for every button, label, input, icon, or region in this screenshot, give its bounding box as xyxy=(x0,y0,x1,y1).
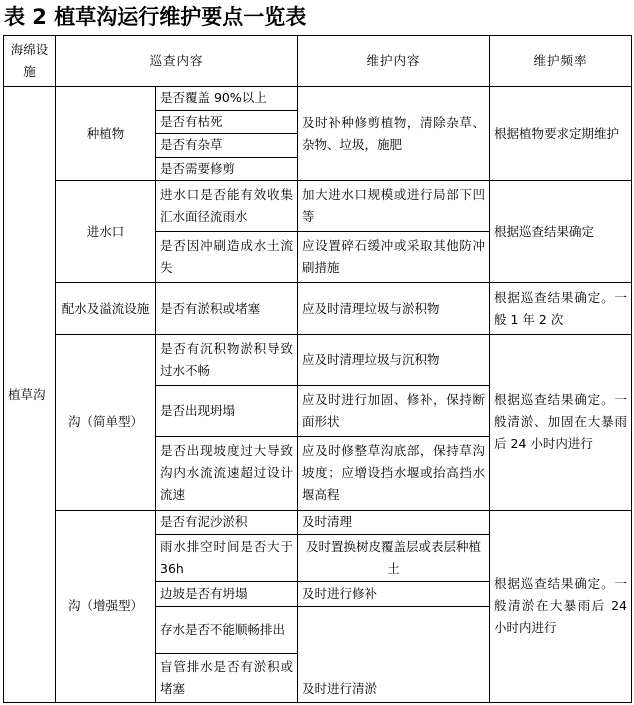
inlet-item-1: 进水口是否能有效收集汇水面径流雨水 xyxy=(156,181,298,232)
simple-maintenance-3: 应及时修整草沟底部，保持草沟坡度；应增设挡水堰或抬高挡水堰高程 xyxy=(298,436,490,510)
inlet-item-2: 是否因冲刷造成水土流失 xyxy=(156,232,298,283)
enhanced-maintenance-2: 及时置换树皮覆盖层或表层种植土 xyxy=(298,535,490,582)
planting-item-4: 是否需要修剪 xyxy=(156,157,298,181)
planting-item-1: 是否覆盖 90%以上 xyxy=(156,87,298,111)
header-row xyxy=(4,36,632,87)
planting-item-2: 是否有枯死 xyxy=(156,110,298,134)
planting-maintenance: 及时补种修剪植物，清除杂草、杂物、垃圾，施肥 xyxy=(298,87,490,181)
header-frequency: 维护频率 xyxy=(490,36,632,87)
maintenance-table xyxy=(3,35,632,703)
enhanced-maintenance-4: 及时进行清淤 xyxy=(298,606,490,702)
group-enhanced-label: 沟（增强型） xyxy=(56,510,156,702)
table-row xyxy=(4,510,632,535)
table-title: 表 2 植草沟运行维护要点一览表 xyxy=(4,5,307,29)
enhanced-item-5: 盲管排水是否有淤积或堵塞 xyxy=(156,653,298,702)
group-inlet-label: 进水口 xyxy=(56,181,156,283)
simple-item-1: 是否有沉积物淤积导致过水不畅 xyxy=(156,334,298,385)
facility-cell: 植草沟 xyxy=(4,87,56,703)
enhanced-maintenance-3: 及时进行修补 xyxy=(298,582,490,607)
simple-item-3: 是否出现坡度过大导致沟内水流流速超过设计流速 xyxy=(156,436,298,510)
inlet-maintenance-1: 加大进水口规模或进行局部下凹等 xyxy=(298,181,490,232)
group-distribution-label: 配水及溢流设施 xyxy=(56,283,156,334)
planting-frequency: 根据植物要求定期维护 xyxy=(490,87,632,181)
header-inspection: 巡查内容 xyxy=(56,36,298,87)
enhanced-frequency: 根据巡查结果确定。一般清淤在大暴雨后 24 小时内进行 xyxy=(490,510,632,702)
simple-maintenance-1: 应及时清理垃圾与沉积物 xyxy=(298,334,490,385)
table-row xyxy=(4,283,632,334)
inlet-maintenance-2: 应设置碎石缓冲或采取其他防冲刷措施 xyxy=(298,232,490,283)
table-row xyxy=(4,334,632,385)
inlet-frequency: 根据巡查结果确定 xyxy=(490,181,632,283)
table-row xyxy=(4,87,632,111)
simple-frequency: 根据巡查结果确定。一般清淤、加固在大暴雨后 24 小时内进行 xyxy=(490,334,632,510)
group-simple-label: 沟（简单型） xyxy=(56,334,156,510)
planting-item-3: 是否有杂草 xyxy=(156,134,298,158)
distribution-frequency: 根据巡查结果确定。一般 1 年 2 次 xyxy=(490,283,632,334)
enhanced-maintenance-1: 及时清理 xyxy=(298,510,490,535)
header-maintenance: 维护内容 xyxy=(298,36,490,87)
enhanced-item-4: 存水是否不能顺畅排出 xyxy=(156,606,298,653)
distribution-maintenance: 应及时清理垃圾与淤积物 xyxy=(298,283,490,334)
simple-maintenance-2: 应及时进行加固、修补，保持断面形状 xyxy=(298,385,490,436)
enhanced-item-3: 边坡是否有坍塌 xyxy=(156,582,298,607)
distribution-item-1: 是否有淤积或堵塞 xyxy=(156,283,298,334)
group-planting-label: 种植物 xyxy=(56,87,156,181)
simple-item-2: 是否出现坍塌 xyxy=(156,385,298,436)
enhanced-item-1: 是否有泥沙淤积 xyxy=(156,510,298,535)
header-facility: 海绵设施 xyxy=(4,36,56,87)
enhanced-item-2: 雨水排空时间是否大于 36h xyxy=(156,535,298,582)
table-row xyxy=(4,181,632,232)
